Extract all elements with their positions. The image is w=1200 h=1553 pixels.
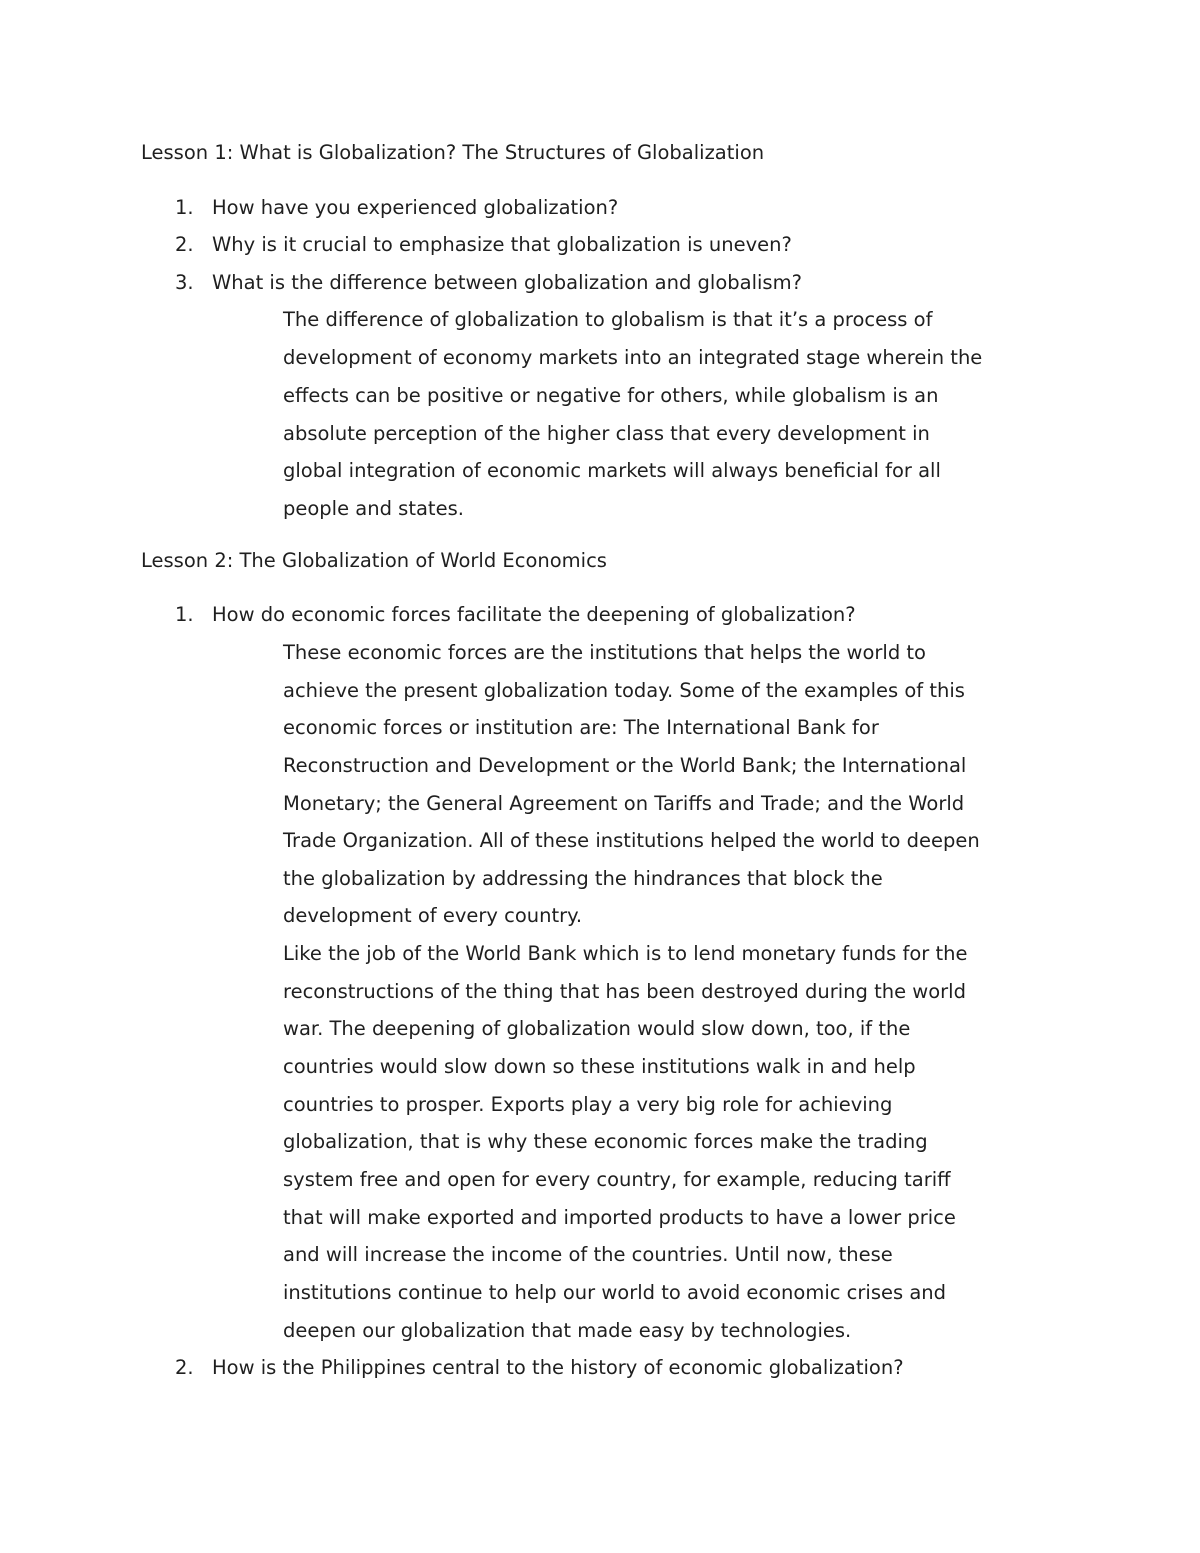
answer-line: absolute perception of the higher class that every development in [283, 422, 930, 445]
answer-line: Like the job of the World Bank which is to lend monetary funds for the [283, 942, 968, 965]
answer-line: Monetary; the General Agreement on Tariffs and Trade; and the World [283, 792, 965, 815]
answer-line: countries would slow down so these institutions walk in and help [283, 1055, 916, 1078]
lesson-2-heading: Lesson 2: The Globalization of World Economics [141, 549, 607, 572]
answer-line: people and states. [283, 497, 464, 520]
answer-line: development of economy markets into an integrated stage wherein the [283, 346, 983, 369]
answer-line: economic forces or institution are: The International Bank for [283, 716, 879, 739]
lesson-2-question-2: How is the Philippines central to the history of economic globalization? [212, 1356, 904, 1379]
answer-line: Reconstruction and Development or the World Bank; the International [283, 754, 967, 777]
answer-line: The difference of globalization to globalism is that it’s a process of [283, 308, 933, 331]
answer-line: These economic forces are the institutions that helps the world to [283, 641, 926, 664]
answer-line: that will make exported and imported products to have a lower price [283, 1206, 956, 1229]
answer-line: institutions continue to help our world to avoid economic crises and [283, 1281, 947, 1304]
lesson-1-question-3: What is the difference between globalization and globalism? [212, 271, 802, 294]
answer-line: and will increase the income of the countries. Until now, these [283, 1243, 893, 1266]
lesson-1-question-3-number: 3. [175, 271, 194, 294]
lesson-1-question-2: Why is it crucial to emphasize that globalization is uneven? [212, 233, 792, 256]
lesson-1-question-1-number: 1. [175, 196, 194, 219]
answer-line: globalization, that is why these economic forces make the trading [283, 1130, 928, 1153]
answer-line: the globalization by addressing the hindrances that block the [283, 867, 883, 890]
lesson-1-question-1: How have you experienced globalization? [212, 196, 619, 219]
lesson-2-question-1-number: 1. [175, 603, 194, 626]
answer-line: Trade Organization. All of these institutions helped the world to deepen [283, 829, 980, 852]
lesson-1-question-2-number: 2. [175, 233, 194, 256]
lesson-1-heading: Lesson 1: What is Globalization? The Structures of Globalization [141, 141, 765, 164]
answer-line: achieve the present globalization today. Some of the examples of this [283, 679, 965, 702]
answer-line: system free and open for every country, for example, reducing tariff [283, 1168, 951, 1191]
answer-line: effects can be positive or negative for others, while globalism is an [283, 384, 939, 407]
answer-line: war. The deepening of globalization would slow down, too, if the [283, 1017, 911, 1040]
answer-line: reconstructions of the thing that has been destroyed during the world [283, 980, 966, 1003]
answer-line: development of every country. [283, 904, 583, 927]
lesson-2-question-1: How do economic forces facilitate the deepening of globalization? [212, 603, 856, 626]
answer-line: countries to prosper. Exports play a very big role for achieving [283, 1093, 893, 1116]
answer-line: global integration of economic markets will always beneficial for all [283, 459, 941, 482]
answer-line: deepen our globalization that made easy by technologies. [283, 1319, 852, 1342]
lesson-2-question-2-number: 2. [175, 1356, 194, 1379]
